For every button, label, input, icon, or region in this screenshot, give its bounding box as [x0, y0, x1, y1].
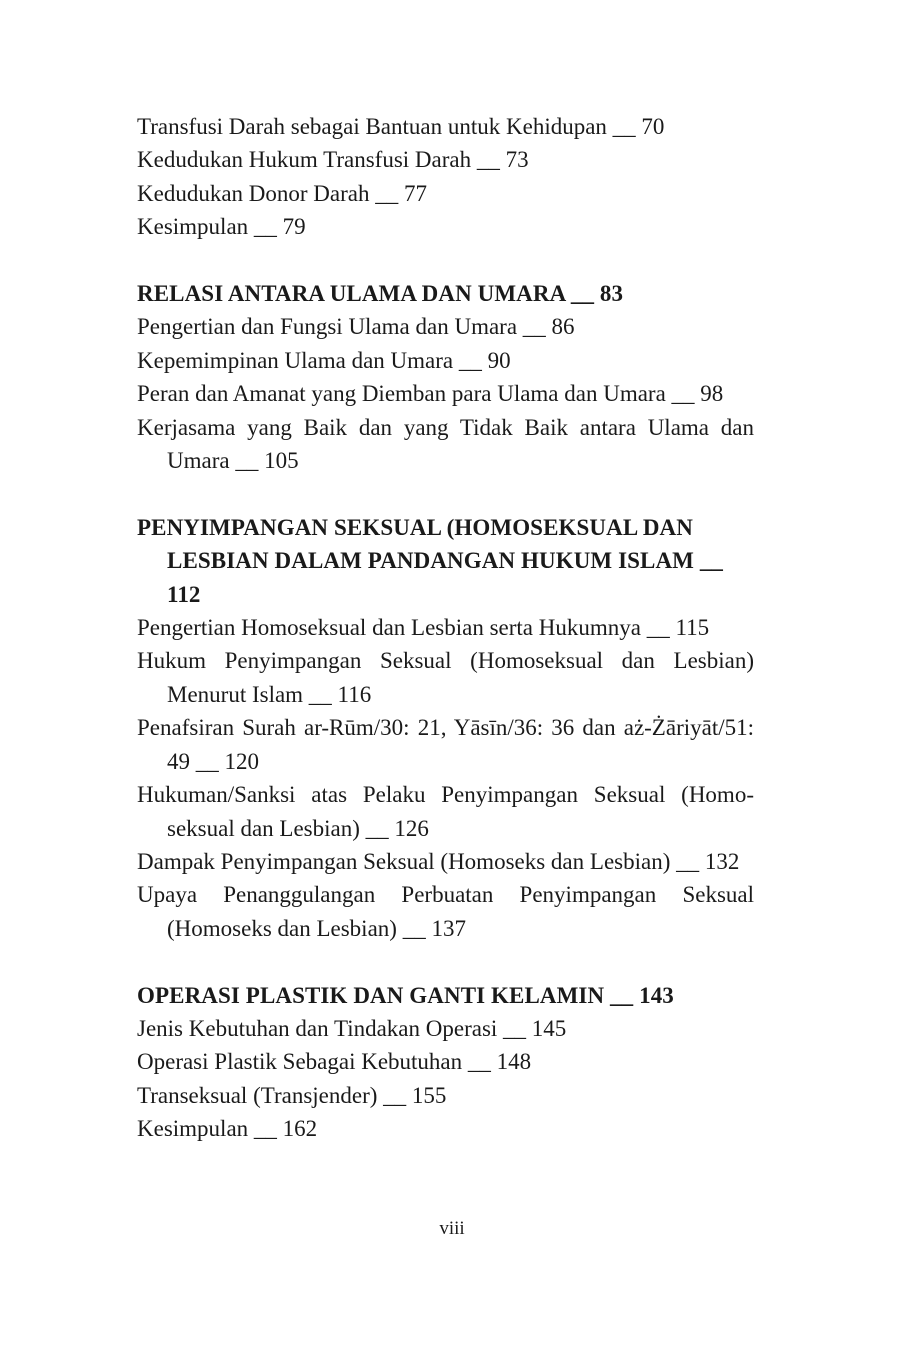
toc-section-relasi-ulama-umara	[137, 277, 754, 477]
toc-section-operasi-plastik	[137, 979, 754, 1146]
table-of-contents	[137, 110, 754, 1146]
toc-entry: Hukum Penyimpangan Seksual (Homoseksual dan Lesbian) Menurut Islam __ 116	[137, 648, 754, 707]
toc-entry: Kepemimpinan Ulama dan Umara __ 90	[137, 347, 511, 373]
toc-entry: Kesimpulan __ 79	[137, 214, 306, 240]
toc-section-transfusi	[137, 110, 754, 244]
toc-entry: Transfusi Darah sebagai Bantuan untuk Kehidupan __ 70	[137, 114, 665, 139]
toc-entry: Transeksual (Transjender) __ 155	[137, 1082, 447, 1108]
toc-entry: Pengertian Homoseksual dan Lesbian serta Hukumnya __ 115	[137, 615, 710, 641]
toc-entry: Upaya Penanggulangan Perbuatan Penyimpangan Seksual (Homoseks dan Lesbian) __ 137	[137, 882, 754, 941]
toc-entry: Kesimpulan __ 162	[137, 1116, 318, 1142]
toc-chapter-heading: OPERASI PLASTIK DAN GANTI KELAMIN __ 143	[137, 982, 674, 1008]
toc-entry: Penafsiran Surah ar-Rūm/30: 21, Yāsīn/36: 36 dan aż-Żāriyāt/51: 49 __ 120	[137, 715, 754, 774]
toc-entry: Hukuman/Sanksi atas Pelaku Penyimpangan Seksual (Homo-seksual dan Lesbian) __ 126	[137, 782, 754, 841]
toc-entry: Dampak Penyimpangan Seksual (Homoseks dan Lesbian) __ 132	[137, 848, 740, 874]
toc-entry: Peran dan Amanat yang Diemban para Ulama dan Umara __ 98	[137, 381, 724, 407]
toc-entry: Kedudukan Hukum Transfusi Darah __ 73	[137, 147, 529, 173]
toc-entry: Kedudukan Donor Darah __ 77	[137, 180, 427, 206]
toc-section-penyimpangan-seksual	[137, 511, 754, 945]
toc-entry: Jenis Kebutuhan dan Tindakan Operasi __ 145	[137, 1015, 567, 1041]
toc-entry: Operasi Plastik Sebagai Kebutuhan __ 148	[137, 1049, 532, 1075]
page-number: viii	[439, 1218, 465, 1239]
toc-chapter-heading: PENYIMPANGAN SEKSUAL (HOMOSEKSUAL DAN LESBIAN DALAM PANDANGAN HUKUM ISLAM __ 112	[137, 514, 724, 607]
toc-entry: Kerjasama yang Baik dan yang Tidak Baik antara Ulama dan Umara __ 105	[137, 414, 754, 474]
toc-chapter-heading: RELASI ANTARA ULAMA DAN UMARA __ 83	[137, 281, 624, 307]
toc-entry: Pengertian dan Fungsi Ulama dan Umara __ 86	[137, 314, 575, 340]
